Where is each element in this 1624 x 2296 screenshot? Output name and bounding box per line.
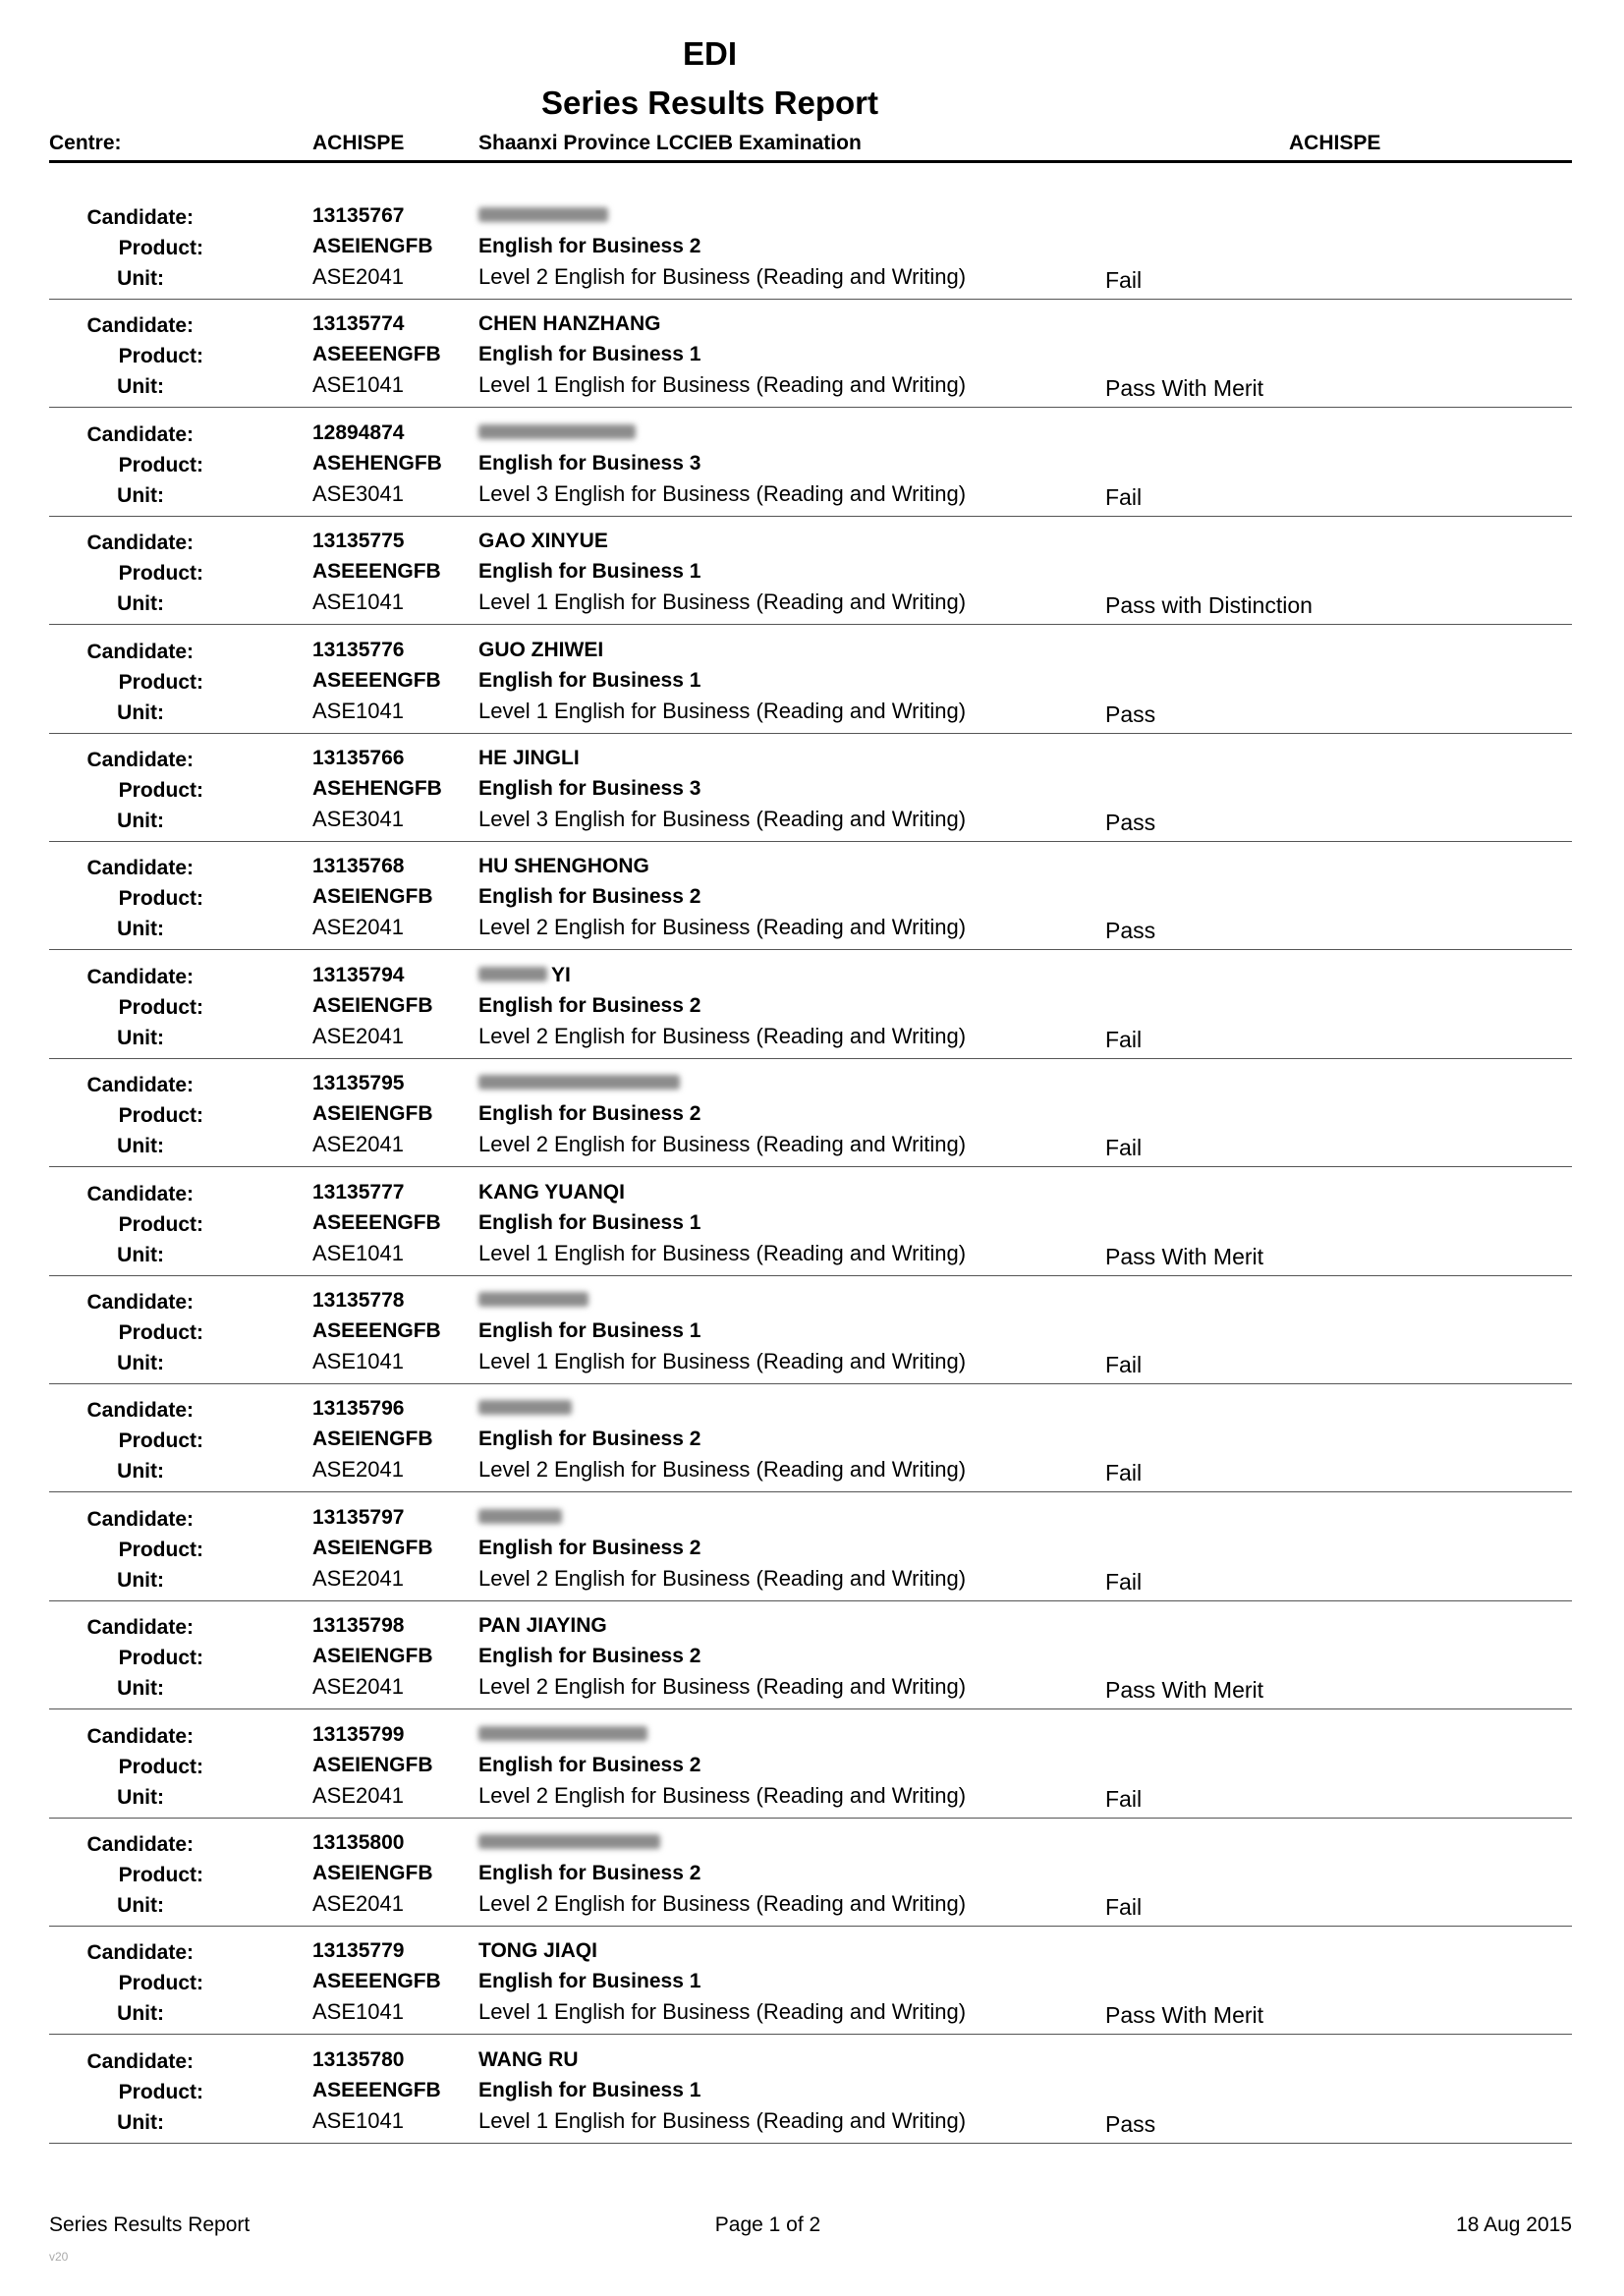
record-divider	[49, 2034, 1572, 2035]
footer-version: v20	[49, 2250, 69, 2264]
candidate-label: Candidate:	[86, 422, 194, 446]
candidate-label: Candidate:	[86, 1941, 194, 1965]
unit-name: Level 1 English for Business (Reading and Writing)	[478, 698, 967, 723]
unit-code: ASE1041	[312, 1999, 404, 2025]
record-divider	[49, 1491, 1572, 1492]
candidate-label: Candidate:	[86, 1724, 194, 1748]
result-record	[0, 1928, 1624, 2036]
unit-code: ASE3041	[312, 480, 404, 506]
record-divider	[49, 1275, 1572, 1276]
redacted-name-blur	[478, 207, 608, 222]
report-title: Series Results Report	[541, 84, 878, 121]
candidate-label: Candidate:	[86, 965, 194, 988]
candidate-name	[478, 204, 608, 228]
redacted-name-blur	[478, 1292, 588, 1307]
candidate-id: 13135768	[312, 855, 405, 878]
unit-code: ASE1041	[312, 1349, 404, 1373]
candidate-id: 13135774	[312, 312, 405, 336]
candidate-id: 13135798	[312, 1614, 405, 1638]
product-name: English for Business 2	[478, 1753, 701, 1776]
record-divider	[49, 1708, 1572, 1709]
product-code: ASEIENGFB	[312, 1753, 433, 1776]
unit-label: Unit:	[117, 918, 164, 941]
record-divider	[49, 949, 1572, 950]
candidate-id: 13135776	[312, 638, 405, 661]
unit-label: Unit:	[117, 1785, 164, 1809]
candidate-name	[478, 964, 571, 987]
product-code: ASEEENGFB	[312, 668, 441, 692]
product-code: ASEIENGFB	[312, 235, 433, 257]
candidate-id: 13135780	[312, 2047, 405, 2071]
record-divider	[49, 733, 1572, 734]
product-name: English for Business 1	[478, 1970, 701, 1993]
unit-code: ASE1041	[312, 1240, 404, 1265]
product-code: ASEHENGFB	[312, 777, 442, 800]
unit-code: ASE1041	[312, 698, 404, 723]
record-divider	[49, 1926, 1572, 1927]
result-grade: Fail	[1105, 1026, 1143, 1052]
result-record	[0, 410, 1624, 518]
result-record	[0, 843, 1624, 951]
result-record	[0, 1820, 1624, 1928]
product-label: Product:	[118, 1212, 203, 1236]
redacted-name-blur	[478, 967, 547, 981]
product-label: Product:	[118, 345, 203, 368]
product-code: ASEEENGFB	[312, 343, 441, 366]
unit-name: Level 1 English for Business (Reading and Writing)	[478, 589, 967, 615]
unit-name: Level 2 English for Business (Reading and Writing)	[478, 1132, 967, 1157]
result-record	[0, 627, 1624, 735]
unit-label: Unit:	[117, 1894, 164, 1917]
candidate-name	[478, 1289, 588, 1313]
unit-label: Unit:	[117, 1568, 164, 1592]
unit-code: ASE2041	[312, 1891, 404, 1916]
record-divider	[49, 2143, 1572, 2144]
result-grade: Fail	[1105, 1568, 1143, 1595]
product-name: English for Business 2	[478, 1428, 701, 1451]
product-code: ASEHENGFB	[312, 451, 442, 475]
candidate-name	[478, 1506, 562, 1530]
result-record	[0, 1169, 1624, 1277]
product-code: ASEIENGFB	[312, 1428, 433, 1451]
candidate-id: 13135796	[312, 1397, 405, 1421]
candidate-label: Candidate:	[86, 1291, 194, 1314]
product-name: English for Business 3	[478, 777, 701, 800]
unit-label: Unit:	[117, 810, 164, 832]
centre-label: Centre:	[49, 132, 122, 154]
candidate-id: 13135800	[312, 1831, 405, 1854]
unit-name: Level 1 English for Business (Reading and Writing)	[478, 372, 967, 398]
result-record	[0, 1711, 1624, 1820]
record-divider	[49, 624, 1572, 625]
redacted-name-blur	[478, 1834, 660, 1849]
candidate-label: Candidate:	[86, 857, 194, 880]
product-label: Product:	[118, 562, 203, 586]
product-code: ASEIENGFB	[312, 993, 433, 1017]
unit-name: Level 2 English for Business (Reading and Writing)	[478, 1674, 967, 1700]
result-record	[0, 1277, 1624, 1385]
candidate-label: Candidate:	[86, 314, 194, 338]
candidate-name: PAN JIAYING	[478, 1614, 607, 1638]
product-name: English for Business 2	[478, 1645, 701, 1668]
candidate-name: CHEN HANZHANG	[478, 312, 661, 336]
candidate-label: Candidate:	[86, 1074, 194, 1097]
unit-label: Unit:	[117, 1352, 164, 1374]
candidate-name	[478, 421, 636, 445]
result-record	[0, 301, 1624, 409]
result-grade: Fail	[1105, 483, 1143, 510]
unit-name: Level 2 English for Business (Reading and Writing)	[478, 915, 967, 940]
candidate-name	[478, 1723, 647, 1747]
record-divider	[49, 841, 1572, 842]
unit-code: ASE2041	[312, 1674, 404, 1700]
product-label: Product:	[118, 1972, 203, 1995]
candidate-id: 13135767	[312, 204, 405, 227]
result-record	[0, 1385, 1624, 1493]
unit-label: Unit:	[117, 1026, 164, 1049]
product-code: ASEIENGFB	[312, 1645, 433, 1668]
candidate-label: Candidate:	[86, 206, 194, 229]
record-divider	[49, 1166, 1572, 1167]
product-label: Product:	[118, 1321, 203, 1344]
centre-name: Shaanxi Province LCCIEB Examination	[478, 132, 862, 154]
unit-name: Level 2 English for Business (Reading and Writing)	[478, 1457, 967, 1483]
result-grade: Fail	[1105, 1785, 1143, 1812]
candidate-id: 13135797	[312, 1505, 405, 1529]
candidate-id: 13135778	[312, 1289, 405, 1312]
unit-label: Unit:	[117, 375, 164, 399]
product-label: Product:	[118, 453, 203, 476]
redacted-name-blur	[478, 1726, 647, 1741]
result-record	[0, 952, 1624, 1060]
result-grade: Pass With Merit	[1105, 375, 1264, 402]
candidate-id: 13135794	[312, 963, 405, 986]
product-label: Product:	[118, 887, 203, 911]
unit-name: Level 1 English for Business (Reading and Writing)	[478, 1349, 967, 1373]
unit-name: Level 2 English for Business (Reading and Writing)	[478, 1565, 967, 1591]
footer-date: 18 Aug 2015	[1456, 2213, 1572, 2236]
candidate-id: 13135777	[312, 1180, 405, 1204]
result-record	[0, 193, 1624, 301]
unit-label: Unit:	[117, 700, 164, 724]
result-grade: Pass	[1105, 810, 1156, 835]
result-grade: Pass	[1105, 918, 1156, 944]
unit-label: Unit:	[117, 483, 164, 507]
candidate-name: TONG JIAQI	[478, 1939, 597, 1963]
result-grade: Pass With Merit	[1105, 1677, 1264, 1704]
candidate-label: Candidate:	[86, 532, 194, 555]
unit-label: Unit:	[117, 1460, 164, 1484]
unit-label: Unit:	[117, 1243, 164, 1266]
product-label: Product:	[118, 237, 203, 259]
product-code: ASEEENGFB	[312, 560, 441, 584]
candidate-label: Candidate:	[86, 1507, 194, 1531]
product-name: English for Business 2	[478, 235, 701, 257]
centre-code-right: ACHISPE	[1289, 132, 1381, 154]
candidate-name	[478, 1072, 680, 1095]
result-record	[0, 1494, 1624, 1602]
unit-code: ASE2041	[312, 1565, 404, 1591]
result-grade: Fail	[1105, 1460, 1143, 1486]
organisation-title: EDI	[682, 35, 737, 72]
candidate-id: 13135779	[312, 1939, 405, 1963]
record-divider	[49, 1600, 1572, 1601]
product-label: Product:	[118, 1755, 203, 1778]
candidate-name: HU SHENGHONG	[478, 855, 649, 878]
product-name: English for Business 1	[478, 2078, 701, 2101]
product-label: Product:	[118, 1864, 203, 1886]
candidate-label: Candidate:	[86, 749, 194, 771]
product-code: ASEEENGFB	[312, 2078, 441, 2101]
product-name: English for Business 2	[478, 885, 701, 909]
product-label: Product:	[118, 995, 203, 1019]
result-grade: Fail	[1105, 267, 1143, 293]
result-grade: Fail	[1105, 1135, 1143, 1161]
unit-name: Level 3 English for Business (Reading and Writing)	[478, 480, 967, 506]
unit-code: ASE2041	[312, 1457, 404, 1483]
candidate-name: GUO ZHIWEI	[478, 638, 604, 661]
product-code: ASEIENGFB	[312, 1862, 433, 1884]
candidate-label: Candidate:	[86, 1833, 194, 1856]
product-name: English for Business 1	[478, 1210, 701, 1234]
record-divider	[49, 1058, 1572, 1059]
redacted-name-blur	[478, 1075, 680, 1090]
unit-name: Level 2 English for Business (Reading and Writing)	[478, 1782, 967, 1808]
product-label: Product:	[118, 2080, 203, 2103]
candidate-id: 13135799	[312, 1722, 405, 1746]
header-divider	[49, 160, 1572, 163]
product-name: English for Business 2	[478, 993, 701, 1017]
unit-name: Level 2 English for Business (Reading and Writing)	[478, 264, 967, 289]
unit-label: Unit:	[117, 592, 164, 616]
product-name: English for Business 2	[478, 1862, 701, 1884]
product-name: English for Business 3	[478, 451, 701, 475]
result-record	[0, 735, 1624, 843]
result-grade: Pass with Distinction	[1105, 592, 1313, 619]
product-code: ASEIENGFB	[312, 885, 433, 909]
result-grade: Pass	[1105, 2110, 1156, 2137]
record-divider	[49, 299, 1572, 300]
candidate-id: 13135795	[312, 1072, 405, 1095]
product-label: Product:	[118, 1429, 203, 1453]
result-grade: Pass With Merit	[1105, 1243, 1264, 1269]
unit-code: ASE1041	[312, 2107, 404, 2133]
result-record	[0, 1060, 1624, 1168]
product-name: English for Business 1	[478, 668, 701, 692]
candidate-name: KANG YUANQI	[478, 1180, 625, 1204]
product-code: ASEEENGFB	[312, 1970, 441, 1993]
product-label: Product:	[118, 1647, 203, 1670]
result-record	[0, 518, 1624, 626]
result-grade: Fail	[1105, 1352, 1143, 1377]
candidate-name	[478, 1397, 572, 1421]
product-name: English for Business 2	[478, 1536, 701, 1559]
unit-label: Unit:	[117, 2002, 164, 2026]
unit-code: ASE2041	[312, 264, 404, 289]
unit-name: Level 3 English for Business (Reading and Writing)	[478, 807, 967, 831]
product-code: ASEIENGFB	[312, 1536, 433, 1559]
record-divider	[49, 407, 1572, 408]
unit-code: ASE2041	[312, 915, 404, 940]
candidate-name	[478, 1831, 660, 1855]
candidate-label: Candidate:	[86, 2049, 194, 2073]
candidate-name: WANG RU	[478, 2047, 579, 2071]
candidate-name: GAO XINYUE	[478, 530, 608, 553]
candidate-name: HE JINGLI	[478, 747, 580, 769]
product-name: English for Business 2	[478, 1102, 701, 1126]
unit-name: Level 2 English for Business (Reading and Writing)	[478, 1891, 967, 1916]
product-label: Product:	[118, 1538, 203, 1561]
result-record	[0, 1602, 1624, 1710]
record-divider	[49, 1383, 1572, 1384]
unit-name: Level 2 English for Business (Reading and Writing)	[478, 1023, 967, 1048]
footer-report-name: Series Results Report	[49, 2213, 251, 2236]
unit-name: Level 1 English for Business (Reading and Writing)	[478, 2107, 967, 2133]
unit-code: ASE2041	[312, 1023, 404, 1048]
product-label: Product:	[118, 779, 203, 802]
candidate-label: Candidate:	[86, 1399, 194, 1423]
footer-page-number: Page 1 of 2	[714, 2213, 821, 2236]
unit-label: Unit:	[117, 267, 164, 290]
candidate-name-visible-part: YI	[551, 963, 571, 986]
candidate-id: 13135775	[312, 530, 405, 553]
product-label: Product:	[118, 670, 203, 694]
record-divider	[49, 516, 1572, 517]
unit-name: Level 1 English for Business (Reading and Writing)	[478, 1999, 967, 2025]
centre-code: ACHISPE	[312, 132, 405, 154]
product-code: ASEEENGFB	[312, 1210, 441, 1234]
candidate-id: 13135766	[312, 747, 405, 769]
result-grade: Pass With Merit	[1105, 2002, 1264, 2029]
unit-label: Unit:	[117, 2110, 164, 2134]
candidate-id: 12894874	[312, 420, 405, 444]
result-grade: Fail	[1105, 1894, 1143, 1920]
unit-code: ASE1041	[312, 589, 404, 615]
unit-name: Level 1 English for Business (Reading and Writing)	[478, 1240, 967, 1265]
unit-code: ASE2041	[312, 1132, 404, 1157]
product-code: ASEIENGFB	[312, 1102, 433, 1126]
record-divider	[49, 1818, 1572, 1819]
redacted-name-blur	[478, 1509, 562, 1524]
product-code: ASEEENGFB	[312, 1319, 441, 1342]
result-record	[0, 2037, 1624, 2145]
result-grade: Pass	[1105, 700, 1156, 727]
unit-label: Unit:	[117, 1135, 164, 1158]
unit-code: ASE2041	[312, 1782, 404, 1808]
redacted-name-blur	[478, 1400, 572, 1415]
candidate-label: Candidate:	[86, 640, 194, 663]
candidate-label: Candidate:	[86, 1182, 194, 1205]
unit-label: Unit:	[117, 1677, 164, 1701]
unit-code: ASE3041	[312, 807, 404, 831]
product-name: English for Business 1	[478, 1319, 701, 1342]
product-label: Product:	[118, 1104, 203, 1128]
redacted-name-blur	[478, 424, 636, 439]
unit-code: ASE1041	[312, 372, 404, 398]
product-name: English for Business 1	[478, 560, 701, 584]
candidate-label: Candidate:	[86, 1616, 194, 1640]
product-name: English for Business 1	[478, 343, 701, 366]
